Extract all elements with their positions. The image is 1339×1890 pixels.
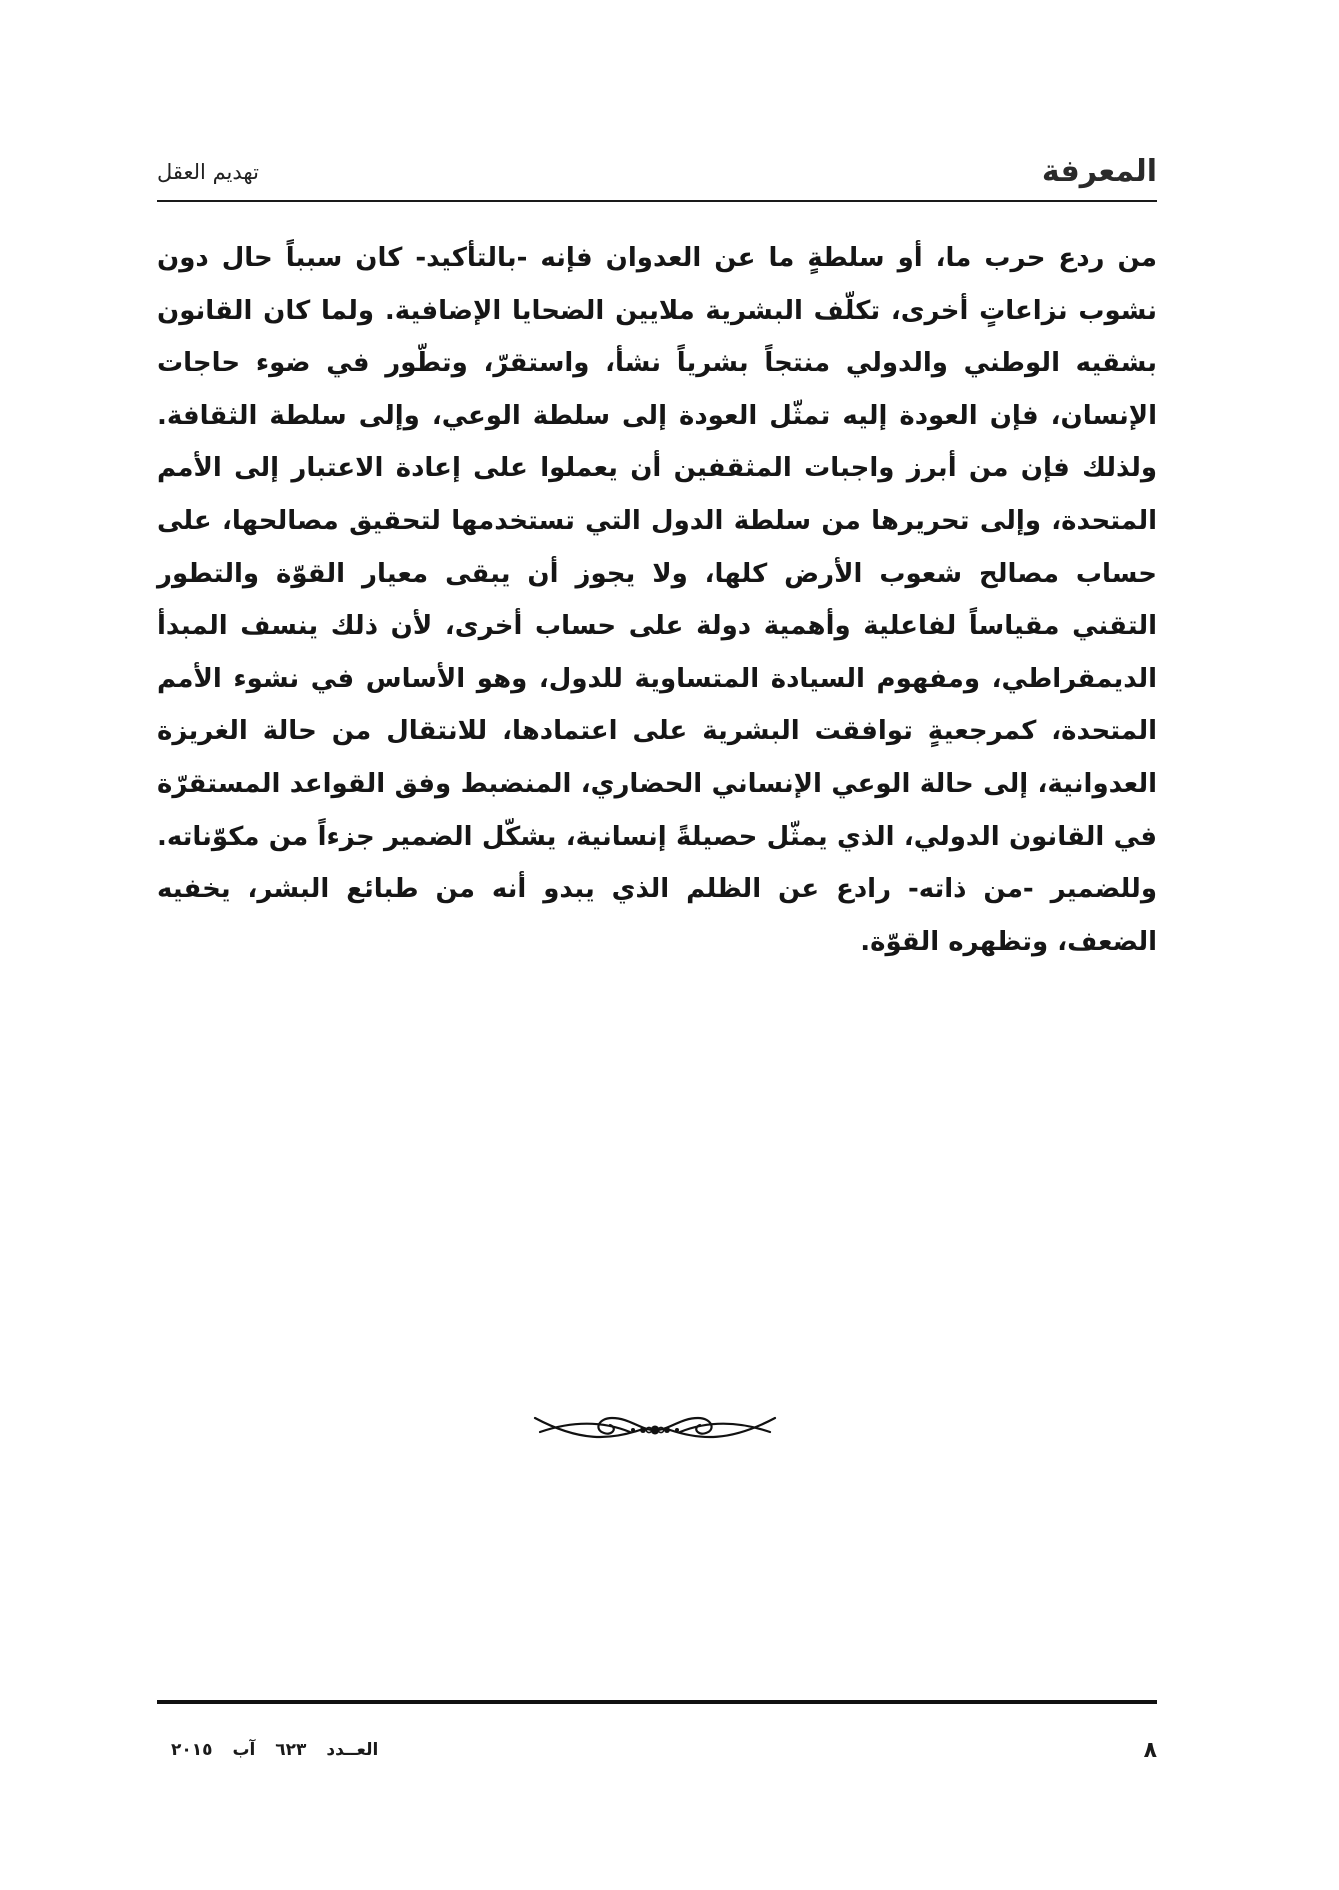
issue-info <box>157 1740 378 1760</box>
page-footer <box>157 1738 1157 1768</box>
header-divider <box>157 200 1157 202</box>
issue-year: ٢٠١٥ <box>171 1740 213 1760</box>
magazine-logo: المعرفة <box>1041 154 1157 189</box>
running-title: تهديم العقل <box>157 160 259 184</box>
page-number: ٨ <box>1143 1738 1157 1763</box>
article-paragraph: من ردع حرب ما، أو سلطةٍ ما عن العدوان فإنه -بالتأكيد- كان سبباً حال دون نشوب نزاعاتٍ أخرى، تكلّف البشرية ملايين الضحايا الإضافية. ولما كان القانون بشقيه الوطني والدولي منتجاً بشرياً نشأ، واستقرّ، وتطّور في ضوء حاجات الإنسان، فإن العودة إليه تمثّل العودة إلى سلطة الوعي، وإلى سلطة الثقافة. ولذلك فإن من أبرز واجبات المثقفين أن يعملوا على إعادة الاعتبار إلى الأمم المتحدة، وإلى تحريرها من سلطة الدول التي تستخدمها لتحقيق مصالحها، على حساب مصالح شعوب الأرض كلها، ولا يجوز أن يبقى معيار القوّة والتطور التقني مقياساً لفاعلية وأهمية دولة على حساب أخرى، لأن ذلك ينسف المبدأ الديمقراطي، ومفهوم السيادة المتساوية للدول، وهو الأساس في نشوء الأمم المتحدة، كمرجعيةٍ توافقت البشرية على اعتمادها، للانتقال من حالة الغريزة العدوانية، إلى حالة الوعي الإنساني الحضاري، المنضبط وفق القواعد المستقرّة في القانون الدولي، الذي يمثّل حصيلةً إنسانية، يشكّل الضمير جزءاً من مكوّناته. وللضمير -من ذاته- رادع عن الظلم الذي يبدو أنه من طبائع البشر، يخفيه الضعف، وتظهره القوّة. <box>157 243 1157 957</box>
footer-divider <box>157 1700 1157 1704</box>
issue-label: العــدد <box>326 1740 379 1760</box>
issue-month: آب <box>232 1740 256 1760</box>
issue-number: ٦٢٣ <box>275 1740 307 1760</box>
page-header <box>157 150 1157 196</box>
decorative-flourish-icon <box>530 1400 780 1460</box>
